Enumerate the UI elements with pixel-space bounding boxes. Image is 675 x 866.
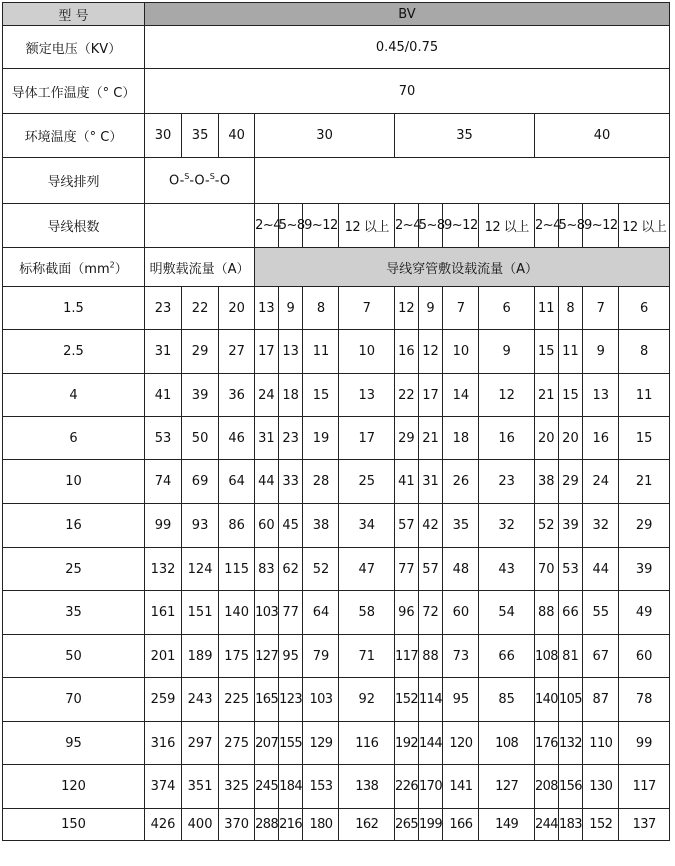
pipe-value-cell: 16 bbox=[395, 330, 419, 374]
pipe-value-cell: 108 bbox=[534, 635, 558, 678]
pipe-value-cell: 57 bbox=[418, 548, 443, 591]
section-label: 标称截面$(mm^2)$ bbox=[3, 248, 145, 287]
section-cell: 16 bbox=[3, 504, 145, 548]
pipe-value-cell: 41 bbox=[395, 460, 419, 504]
open-value-cell: 351 bbox=[182, 765, 219, 809]
pipe-value-cell: 180 bbox=[303, 809, 339, 841]
count-cell: 9~12 bbox=[443, 204, 479, 248]
open-value-cell: 370 bbox=[219, 809, 255, 841]
pipe-value-cell: 35 bbox=[443, 504, 479, 548]
count-open-blank bbox=[145, 204, 255, 248]
open-value-cell: 316 bbox=[145, 722, 182, 765]
pipe-value-cell: 138 bbox=[339, 765, 395, 809]
pipe-value-cell: 67 bbox=[583, 635, 619, 678]
pipe-value-cell: 77 bbox=[395, 548, 419, 591]
open-value-cell: 426 bbox=[145, 809, 182, 841]
pipe-value-cell: 117 bbox=[619, 765, 670, 809]
voltage-row bbox=[3, 26, 670, 69]
pipe-value-cell: 22 bbox=[395, 374, 419, 417]
pipe-value-cell: 92 bbox=[339, 678, 395, 722]
pipe-value-cell: 78 bbox=[619, 678, 670, 722]
pipe-value-cell: 9 bbox=[479, 330, 535, 374]
pipe-value-cell: 38 bbox=[303, 504, 339, 548]
pipe-value-cell: 8 bbox=[303, 287, 339, 330]
open-value-cell: 86 bbox=[219, 504, 255, 548]
open-value-cell: 29 bbox=[182, 330, 219, 374]
pipe-value-cell: 7 bbox=[339, 287, 395, 330]
pipe-value-cell: 149 bbox=[479, 809, 535, 841]
pipe-value-cell: 32 bbox=[479, 504, 535, 548]
open-value-cell: 201 bbox=[145, 635, 182, 678]
pipe-value-cell: 103 bbox=[255, 591, 279, 635]
pipe-value-cell: 13 bbox=[339, 374, 395, 417]
section-cell: 50 bbox=[3, 635, 145, 678]
pipe-value-cell: 34 bbox=[339, 504, 395, 548]
env-temp-row bbox=[3, 114, 670, 158]
pipe-value-cell: 245 bbox=[255, 765, 279, 809]
pipe-value-cell: 43 bbox=[479, 548, 535, 591]
pipe-value-cell: 60 bbox=[443, 591, 479, 635]
pipe-value-cell: 140 bbox=[534, 678, 558, 722]
pipe-value-cell: 17 bbox=[255, 330, 279, 374]
pipe-value-cell: 6 bbox=[619, 287, 670, 330]
table-row bbox=[3, 460, 670, 504]
pipe-value-cell: 184 bbox=[278, 765, 303, 809]
open-value-cell: 132 bbox=[145, 548, 182, 591]
pipe-value-cell: 137 bbox=[619, 809, 670, 841]
pipe-value-cell: 152 bbox=[395, 678, 419, 722]
pipe-value-cell: 265 bbox=[395, 809, 419, 841]
section-cell: 2.5 bbox=[3, 330, 145, 374]
open-value-cell: 22 bbox=[182, 287, 219, 330]
count-cell: 12 以上 bbox=[619, 204, 670, 248]
pipe-value-cell: 15 bbox=[303, 374, 339, 417]
open-value-cell: 297 bbox=[182, 722, 219, 765]
pipe-value-cell: 81 bbox=[558, 635, 583, 678]
pipe-value-cell: 17 bbox=[418, 374, 443, 417]
pipe-value-cell: 11 bbox=[303, 330, 339, 374]
pipe-value-cell: 53 bbox=[558, 548, 583, 591]
ampacity-table bbox=[2, 2, 670, 841]
table-row bbox=[3, 374, 670, 417]
count-label: 导线根数 bbox=[3, 204, 145, 248]
open-value-cell: 31 bbox=[145, 330, 182, 374]
open-value-cell: 69 bbox=[182, 460, 219, 504]
pipe-value-cell: 15 bbox=[619, 417, 670, 460]
pipe-value-cell: 132 bbox=[558, 722, 583, 765]
pipe-value-cell: 208 bbox=[534, 765, 558, 809]
pipe-value-cell: 24 bbox=[583, 460, 619, 504]
open-value-cell: 140 bbox=[219, 591, 255, 635]
count-cell: 5~8 bbox=[558, 204, 583, 248]
env-pipe-35: 35 bbox=[395, 114, 535, 158]
temp-row bbox=[3, 69, 670, 114]
pipe-value-cell: 18 bbox=[443, 417, 479, 460]
pipe-value-cell: 155 bbox=[278, 722, 303, 765]
pipe-value-cell: 29 bbox=[558, 460, 583, 504]
pipe-value-cell: 165 bbox=[255, 678, 279, 722]
table-row bbox=[3, 809, 670, 841]
pipe-value-cell: 9 bbox=[583, 330, 619, 374]
pipe-value-cell: 9 bbox=[278, 287, 303, 330]
pipe-value-cell: 105 bbox=[558, 678, 583, 722]
pipe-value-cell: 44 bbox=[583, 548, 619, 591]
pipe-value-cell: 55 bbox=[583, 591, 619, 635]
arrangement-blank bbox=[255, 158, 670, 204]
section-cell: 95 bbox=[3, 722, 145, 765]
table-row bbox=[3, 591, 670, 635]
pipe-value-cell: 31 bbox=[255, 417, 279, 460]
model-row bbox=[3, 3, 670, 26]
pipe-value-cell: 127 bbox=[255, 635, 279, 678]
pipe-value-cell: 19 bbox=[303, 417, 339, 460]
pipe-value-cell: 127 bbox=[479, 765, 535, 809]
section-cell: 120 bbox=[3, 765, 145, 809]
pipe-value-cell: 114 bbox=[418, 678, 443, 722]
pipe-value-cell: 47 bbox=[339, 548, 395, 591]
open-value-cell: 39 bbox=[182, 374, 219, 417]
pipe-value-cell: 11 bbox=[534, 287, 558, 330]
pipe-value-cell: 21 bbox=[619, 460, 670, 504]
pipe-value-cell: 21 bbox=[418, 417, 443, 460]
pipe-value-cell: 49 bbox=[619, 591, 670, 635]
section-cell: 25 bbox=[3, 548, 145, 591]
arrangement-value: O-$^S$-O-$^S$-O bbox=[145, 158, 255, 204]
pipe-value-cell: 192 bbox=[395, 722, 419, 765]
count-cell: 2~4 bbox=[395, 204, 419, 248]
pipe-value-cell: 44 bbox=[255, 460, 279, 504]
section-cell: 35 bbox=[3, 591, 145, 635]
pipe-value-cell: 71 bbox=[339, 635, 395, 678]
open-value-cell: 46 bbox=[219, 417, 255, 460]
pipe-flow-label: 导线穿管敷设载流量（A） bbox=[255, 248, 670, 287]
open-value-cell: 161 bbox=[145, 591, 182, 635]
pipe-value-cell: 12 bbox=[479, 374, 535, 417]
pipe-value-cell: 62 bbox=[278, 548, 303, 591]
pipe-value-cell: 199 bbox=[418, 809, 443, 841]
pipe-value-cell: 288 bbox=[255, 809, 279, 841]
pipe-value-cell: 20 bbox=[558, 417, 583, 460]
pipe-value-cell: 15 bbox=[534, 330, 558, 374]
voltage-value: 0.45/0.75 bbox=[145, 26, 670, 69]
pipe-value-cell: 17 bbox=[339, 417, 395, 460]
pipe-value-cell: 64 bbox=[303, 591, 339, 635]
pipe-value-cell: 108 bbox=[479, 722, 535, 765]
table-row bbox=[3, 635, 670, 678]
open-value-cell: 400 bbox=[182, 809, 219, 841]
pipe-value-cell: 170 bbox=[418, 765, 443, 809]
pipe-value-cell: 166 bbox=[443, 809, 479, 841]
pipe-value-cell: 42 bbox=[418, 504, 443, 548]
model-value: BV bbox=[145, 3, 670, 26]
pipe-value-cell: 10 bbox=[443, 330, 479, 374]
open-value-cell: 225 bbox=[219, 678, 255, 722]
pipe-value-cell: 176 bbox=[534, 722, 558, 765]
pipe-value-cell: 31 bbox=[418, 460, 443, 504]
pipe-value-cell: 117 bbox=[395, 635, 419, 678]
pipe-value-cell: 60 bbox=[619, 635, 670, 678]
pipe-value-cell: 58 bbox=[339, 591, 395, 635]
pipe-value-cell: 120 bbox=[443, 722, 479, 765]
pipe-value-cell: 9 bbox=[418, 287, 443, 330]
open-value-cell: 50 bbox=[182, 417, 219, 460]
open-value-cell: 275 bbox=[219, 722, 255, 765]
open-value-cell: 151 bbox=[182, 591, 219, 635]
env-pipe-30: 30 bbox=[255, 114, 395, 158]
count-row bbox=[3, 204, 670, 248]
pipe-value-cell: 72 bbox=[418, 591, 443, 635]
pipe-value-cell: 87 bbox=[583, 678, 619, 722]
pipe-value-cell: 70 bbox=[534, 548, 558, 591]
pipe-value-cell: 13 bbox=[255, 287, 279, 330]
pipe-value-cell: 26 bbox=[443, 460, 479, 504]
table-row bbox=[3, 417, 670, 460]
pipe-value-cell: 12 bbox=[418, 330, 443, 374]
pipe-value-cell: 129 bbox=[303, 722, 339, 765]
pipe-value-cell: 7 bbox=[443, 287, 479, 330]
pipe-value-cell: 83 bbox=[255, 548, 279, 591]
section-cell: 6 bbox=[3, 417, 145, 460]
open-value-cell: 27 bbox=[219, 330, 255, 374]
pipe-value-cell: 66 bbox=[479, 635, 535, 678]
pipe-value-cell: 18 bbox=[278, 374, 303, 417]
pipe-value-cell: 207 bbox=[255, 722, 279, 765]
open-value-cell: 74 bbox=[145, 460, 182, 504]
env-open-40: 40 bbox=[219, 114, 255, 158]
open-value-cell: 99 bbox=[145, 504, 182, 548]
open-value-cell: 115 bbox=[219, 548, 255, 591]
env-open-35: 35 bbox=[182, 114, 219, 158]
pipe-value-cell: 52 bbox=[303, 548, 339, 591]
open-value-cell: 325 bbox=[219, 765, 255, 809]
pipe-value-cell: 8 bbox=[558, 287, 583, 330]
open-flow-label: 明敷载流量（A） bbox=[145, 248, 255, 287]
pipe-value-cell: 39 bbox=[619, 548, 670, 591]
pipe-value-cell: 23 bbox=[479, 460, 535, 504]
count-cell: 5~8 bbox=[418, 204, 443, 248]
pipe-value-cell: 20 bbox=[534, 417, 558, 460]
pipe-value-cell: 123 bbox=[278, 678, 303, 722]
pipe-value-cell: 10 bbox=[339, 330, 395, 374]
section-cell: 10 bbox=[3, 460, 145, 504]
pipe-value-cell: 54 bbox=[479, 591, 535, 635]
section-cell: 1.5 bbox=[3, 287, 145, 330]
count-cell: 9~12 bbox=[583, 204, 619, 248]
pipe-value-cell: 39 bbox=[558, 504, 583, 548]
pipe-value-cell: 45 bbox=[278, 504, 303, 548]
count-cell: 12 以上 bbox=[339, 204, 395, 248]
count-cell: 5~8 bbox=[278, 204, 303, 248]
pipe-value-cell: 16 bbox=[583, 417, 619, 460]
pipe-value-cell: 130 bbox=[583, 765, 619, 809]
pipe-value-cell: 48 bbox=[443, 548, 479, 591]
pipe-value-cell: 11 bbox=[558, 330, 583, 374]
pipe-value-cell: 7 bbox=[583, 287, 619, 330]
arrangement-label: 导线排列 bbox=[3, 158, 145, 204]
pipe-value-cell: 24 bbox=[255, 374, 279, 417]
pipe-value-cell: 103 bbox=[303, 678, 339, 722]
pipe-value-cell: 60 bbox=[255, 504, 279, 548]
pipe-value-cell: 141 bbox=[443, 765, 479, 809]
pipe-value-cell: 85 bbox=[479, 678, 535, 722]
pipe-value-cell: 23 bbox=[278, 417, 303, 460]
pipe-value-cell: 12 bbox=[395, 287, 419, 330]
model-label: 型 号 bbox=[3, 3, 145, 26]
open-value-cell: 243 bbox=[182, 678, 219, 722]
pipe-value-cell: 57 bbox=[395, 504, 419, 548]
pipe-value-cell: 152 bbox=[583, 809, 619, 841]
pipe-value-cell: 226 bbox=[395, 765, 419, 809]
open-value-cell: 64 bbox=[219, 460, 255, 504]
pipe-value-cell: 32 bbox=[583, 504, 619, 548]
pipe-value-cell: 73 bbox=[443, 635, 479, 678]
pipe-value-cell: 88 bbox=[418, 635, 443, 678]
temp-label: 导体工作温度（° C） bbox=[3, 69, 145, 114]
table-row bbox=[3, 765, 670, 809]
section-cell: 150 bbox=[3, 809, 145, 841]
pipe-value-cell: 13 bbox=[583, 374, 619, 417]
arrangement-row bbox=[3, 158, 670, 204]
voltage-label: 额定电压（KV） bbox=[3, 26, 145, 69]
pipe-value-cell: 28 bbox=[303, 460, 339, 504]
pipe-value-cell: 79 bbox=[303, 635, 339, 678]
pipe-value-cell: 95 bbox=[278, 635, 303, 678]
pipe-value-cell: 66 bbox=[558, 591, 583, 635]
pipe-value-cell: 15 bbox=[558, 374, 583, 417]
table-row bbox=[3, 548, 670, 591]
open-value-cell: 93 bbox=[182, 504, 219, 548]
count-cell: 12 以上 bbox=[479, 204, 535, 248]
count-cell: 2~4 bbox=[534, 204, 558, 248]
env-pipe-40: 40 bbox=[534, 114, 669, 158]
pipe-value-cell: 38 bbox=[534, 460, 558, 504]
pipe-value-cell: 11 bbox=[619, 374, 670, 417]
pipe-value-cell: 183 bbox=[558, 809, 583, 841]
pipe-value-cell: 95 bbox=[443, 678, 479, 722]
pipe-value-cell: 116 bbox=[339, 722, 395, 765]
pipe-value-cell: 6 bbox=[479, 287, 535, 330]
table-row bbox=[3, 678, 670, 722]
open-value-cell: 20 bbox=[219, 287, 255, 330]
env-temp-label: 环境温度（° C） bbox=[3, 114, 145, 158]
open-value-cell: 41 bbox=[145, 374, 182, 417]
count-cell: 9~12 bbox=[303, 204, 339, 248]
open-value-cell: 23 bbox=[145, 287, 182, 330]
section-header-row bbox=[3, 248, 670, 287]
open-value-cell: 53 bbox=[145, 417, 182, 460]
pipe-value-cell: 8 bbox=[619, 330, 670, 374]
pipe-value-cell: 77 bbox=[278, 591, 303, 635]
pipe-value-cell: 144 bbox=[418, 722, 443, 765]
count-cell: 2~4 bbox=[255, 204, 279, 248]
pipe-value-cell: 88 bbox=[534, 591, 558, 635]
open-value-cell: 124 bbox=[182, 548, 219, 591]
open-value-cell: 189 bbox=[182, 635, 219, 678]
pipe-value-cell: 96 bbox=[395, 591, 419, 635]
pipe-value-cell: 244 bbox=[534, 809, 558, 841]
pipe-value-cell: 29 bbox=[619, 504, 670, 548]
section-cell: 4 bbox=[3, 374, 145, 417]
pipe-value-cell: 99 bbox=[619, 722, 670, 765]
pipe-value-cell: 29 bbox=[395, 417, 419, 460]
table-row bbox=[3, 722, 670, 765]
pipe-value-cell: 216 bbox=[278, 809, 303, 841]
pipe-value-cell: 13 bbox=[278, 330, 303, 374]
pipe-value-cell: 153 bbox=[303, 765, 339, 809]
section-cell: 70 bbox=[3, 678, 145, 722]
pipe-value-cell: 52 bbox=[534, 504, 558, 548]
table-row bbox=[3, 504, 670, 548]
pipe-value-cell: 16 bbox=[479, 417, 535, 460]
open-value-cell: 259 bbox=[145, 678, 182, 722]
open-value-cell: 374 bbox=[145, 765, 182, 809]
pipe-value-cell: 25 bbox=[339, 460, 395, 504]
table-row bbox=[3, 330, 670, 374]
table-row bbox=[3, 287, 670, 330]
pipe-value-cell: 156 bbox=[558, 765, 583, 809]
pipe-value-cell: 14 bbox=[443, 374, 479, 417]
open-value-cell: 36 bbox=[219, 374, 255, 417]
open-value-cell: 175 bbox=[219, 635, 255, 678]
temp-value: 70 bbox=[145, 69, 670, 114]
pipe-value-cell: 33 bbox=[278, 460, 303, 504]
pipe-value-cell: 162 bbox=[339, 809, 395, 841]
pipe-value-cell: 21 bbox=[534, 374, 558, 417]
pipe-value-cell: 110 bbox=[583, 722, 619, 765]
env-open-30: 30 bbox=[145, 114, 182, 158]
